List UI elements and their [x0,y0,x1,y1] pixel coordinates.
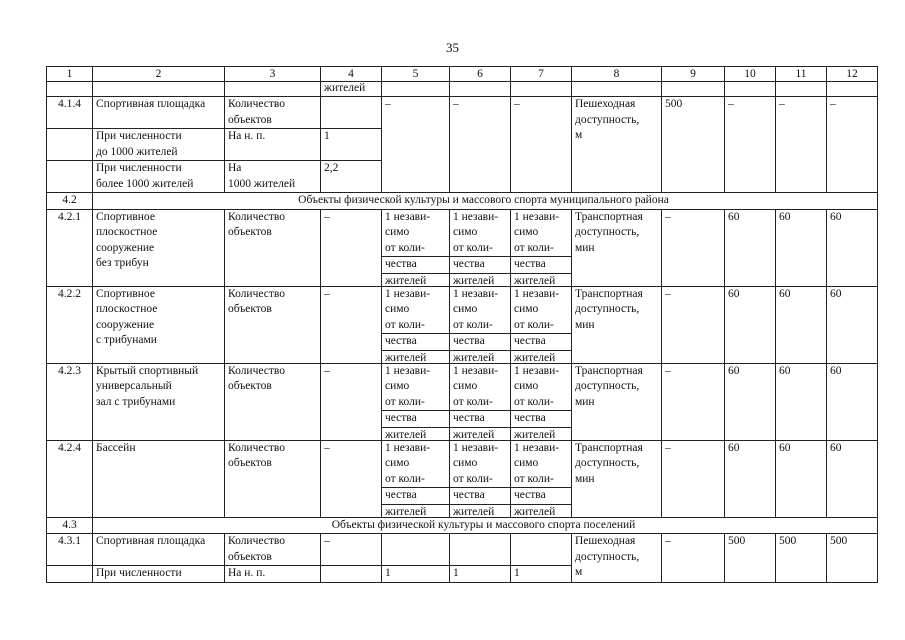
table-row [47,440,878,517]
table-cell [450,286,511,363]
indicator: Количество объектов [225,363,321,440]
table-cell: 1 [382,566,450,583]
row-number: 4.3.1 [47,534,93,566]
table-cell: – [662,440,725,517]
cell-line: от коли- [511,318,571,335]
table-cell: – [321,534,382,566]
indicator: На н. п. [225,129,321,161]
continuation-row [47,82,878,97]
col-header: 6 [450,67,511,82]
accessibility-type: Пешеходная доступность, м [572,97,662,193]
table-cell: 1 [321,129,382,161]
cell-line: симо [514,226,539,238]
table-row [47,209,878,286]
table-cell: 60 [827,440,878,517]
table-cell [450,440,511,517]
table-cell: – [662,363,725,440]
cell-line: симо [514,380,539,392]
table-cell: 60 [725,209,776,286]
table-cell: – [662,534,725,583]
cell-line: чества [450,257,510,274]
col-header: 12 [827,67,878,82]
row-number: 4.1.4 [47,97,93,129]
table-cell: 2,2 [321,161,382,193]
object-name: При численности [93,566,225,583]
cell-line: жителей [514,351,556,363]
section-number: 4.3 [47,517,93,534]
col-header: 1 [47,67,93,82]
cell-line: 1 незави- [453,287,499,300]
table-cell: – [321,286,382,363]
indicator: На 1000 жителей [225,161,321,193]
cell-line: жителей [453,274,495,286]
table-cell: 60 [776,286,827,363]
cell-line: от коли- [511,241,571,258]
col-header: 4 [321,67,382,82]
table-cell: 60 [827,209,878,286]
table-cell: 500 [776,534,827,583]
accessibility-type: Пешеходная доступность, м [572,534,662,583]
indicator: Количество объектов [225,209,321,286]
accessibility-type: Транспортная доступность, мин [572,286,662,363]
cell-line: 1 незави- [453,441,499,454]
col-header: 2 [93,67,225,82]
cell-line: от коли- [382,241,449,258]
cell-line: от коли- [450,395,510,412]
table-cell: – [827,97,878,193]
table-cell: – [321,363,382,440]
col-header: 5 [382,67,450,82]
table-cell: – [725,97,776,193]
cell-line: жителей [514,274,556,286]
table-row [47,363,878,440]
cell-line: чества [511,334,571,351]
cell-line: жителей [514,505,556,517]
table-cell: 60 [776,440,827,517]
table-cell: 500 [827,534,878,583]
table-cell: – [776,97,827,193]
table-cell [382,209,450,286]
table-row [47,286,878,363]
cell-line: чества [382,334,449,351]
object-name: При численности более 1000 жителей [93,161,225,193]
col-header: 7 [511,67,572,82]
table-cell [511,286,572,363]
cell-line: от коли- [382,472,449,489]
cell-line: жителей [385,274,427,286]
cell-line: 1 незави- [385,210,431,223]
cell-line: симо [453,380,478,392]
table-cell: – [450,97,511,193]
cell-line: 1 незави- [514,287,560,300]
cell-line: 1 незави- [385,441,431,454]
cell-line: чества [382,411,449,428]
col-header: 10 [725,67,776,82]
table-cell: – [662,286,725,363]
row-number: 4.2.2 [47,286,93,363]
indicator: Количество объектов [225,534,321,566]
table-cell: 60 [776,209,827,286]
cell-line: симо [385,380,410,392]
cell-line: жителей [453,428,495,440]
cell-line: симо [514,303,539,315]
section-number: 4.2 [47,193,93,210]
cell-line: симо [385,457,410,469]
col-header: 11 [776,67,827,82]
cell-line: 1 незави- [453,364,499,377]
cell-line: чества [511,488,571,505]
indicator: Количество объектов [225,286,321,363]
object-name: Крытый спортивный универсальный зал с трибунами [93,363,225,440]
table-cell: – [321,440,382,517]
cell-line: чества [450,488,510,505]
table-cell: – [511,97,572,193]
page-number: 35 [446,40,459,55]
indicator: Количество объектов [225,440,321,517]
table-cell: 60 [725,440,776,517]
row-number: 4.2.1 [47,209,93,286]
indicator: На н. п. [225,566,321,583]
table-cell: 60 [827,363,878,440]
table-cell: 60 [776,363,827,440]
accessibility-type: Транспортная доступность, мин [572,440,662,517]
cell-line: 1 незави- [385,287,431,300]
accessibility-type: Транспортная доступность, мин [572,363,662,440]
cell-line: жителей [385,428,427,440]
table-cell: жителей [321,82,382,97]
cell-line: 1 незави- [453,210,499,223]
cell-line: жителей [514,428,556,440]
cell-line: симо [514,457,539,469]
table-cell [382,286,450,363]
object-name: Спортивное плоскостное сооружение без трибун [93,209,225,286]
col-header: 8 [572,67,662,82]
indicator: Количество объектов [225,97,321,129]
cell-line: от коли- [450,472,510,489]
table-cell: – [382,97,450,193]
cell-line: 1 незави- [514,364,560,377]
section-title: Объекты физической культуры и массового спорта поселений [93,517,878,534]
cell-line: чества [450,411,510,428]
cell-line: симо [453,457,478,469]
cell-line: 1 незави- [385,364,431,377]
table-cell [511,209,572,286]
cell-line: от коли- [382,318,449,335]
cell-line: 1 незави- [514,441,560,454]
accessibility-type: Транспортная доступность, мин [572,209,662,286]
table-cell: 500 [662,97,725,193]
cell-line: чества [511,257,571,274]
table-cell [382,440,450,517]
object-name: Спортивная площадка [93,97,225,129]
col-header: 9 [662,67,725,82]
table-cell [450,209,511,286]
cell-line: от коли- [511,472,571,489]
row-number: 4.2.3 [47,363,93,440]
table-cell [511,440,572,517]
cell-line: чества [382,488,449,505]
section-row [47,517,878,534]
cell-line: симо [385,226,410,238]
table-cell: 1 [511,566,572,583]
object-name: Спортивное плоскостное сооружение с трибунами [93,286,225,363]
cell-line: от коли- [450,241,510,258]
table-cell [450,363,511,440]
table-cell [511,363,572,440]
cell-line: от коли- [450,318,510,335]
cell-line: симо [453,226,478,238]
table-cell [382,363,450,440]
cell-line: жителей [385,351,427,363]
cell-line: жителей [385,505,427,517]
section-title: Объекты физической культуры и массового спорта муниципального района [93,193,878,210]
table-cell: 500 [725,534,776,583]
cell-line: от коли- [511,395,571,412]
cell-line: симо [385,303,410,315]
table-cell: 60 [725,363,776,440]
table-cell: – [662,209,725,286]
cell-line: чества [382,257,449,274]
object-name: При численности до 1000 жителей [93,129,225,161]
object-name: Спортивная площадка [93,534,225,566]
table-row [47,97,878,129]
object-name: Бассейн [93,440,225,517]
cell-line: жителей [453,351,495,363]
col-header: 3 [225,67,321,82]
cell-line: жителей [453,505,495,517]
norms-table [46,66,878,583]
table-cell: 1 [450,566,511,583]
row-number: 4.2.4 [47,440,93,517]
table-cell: – [321,209,382,286]
cell-line: от коли- [382,395,449,412]
cell-line: чества [511,411,571,428]
table-cell: 60 [827,286,878,363]
cell-line: симо [453,303,478,315]
column-number-row [47,67,878,82]
cell-line: чества [450,334,510,351]
section-row [47,193,878,210]
table-cell: 60 [725,286,776,363]
cell-line: 1 незави- [514,210,560,223]
table-row [47,534,878,566]
